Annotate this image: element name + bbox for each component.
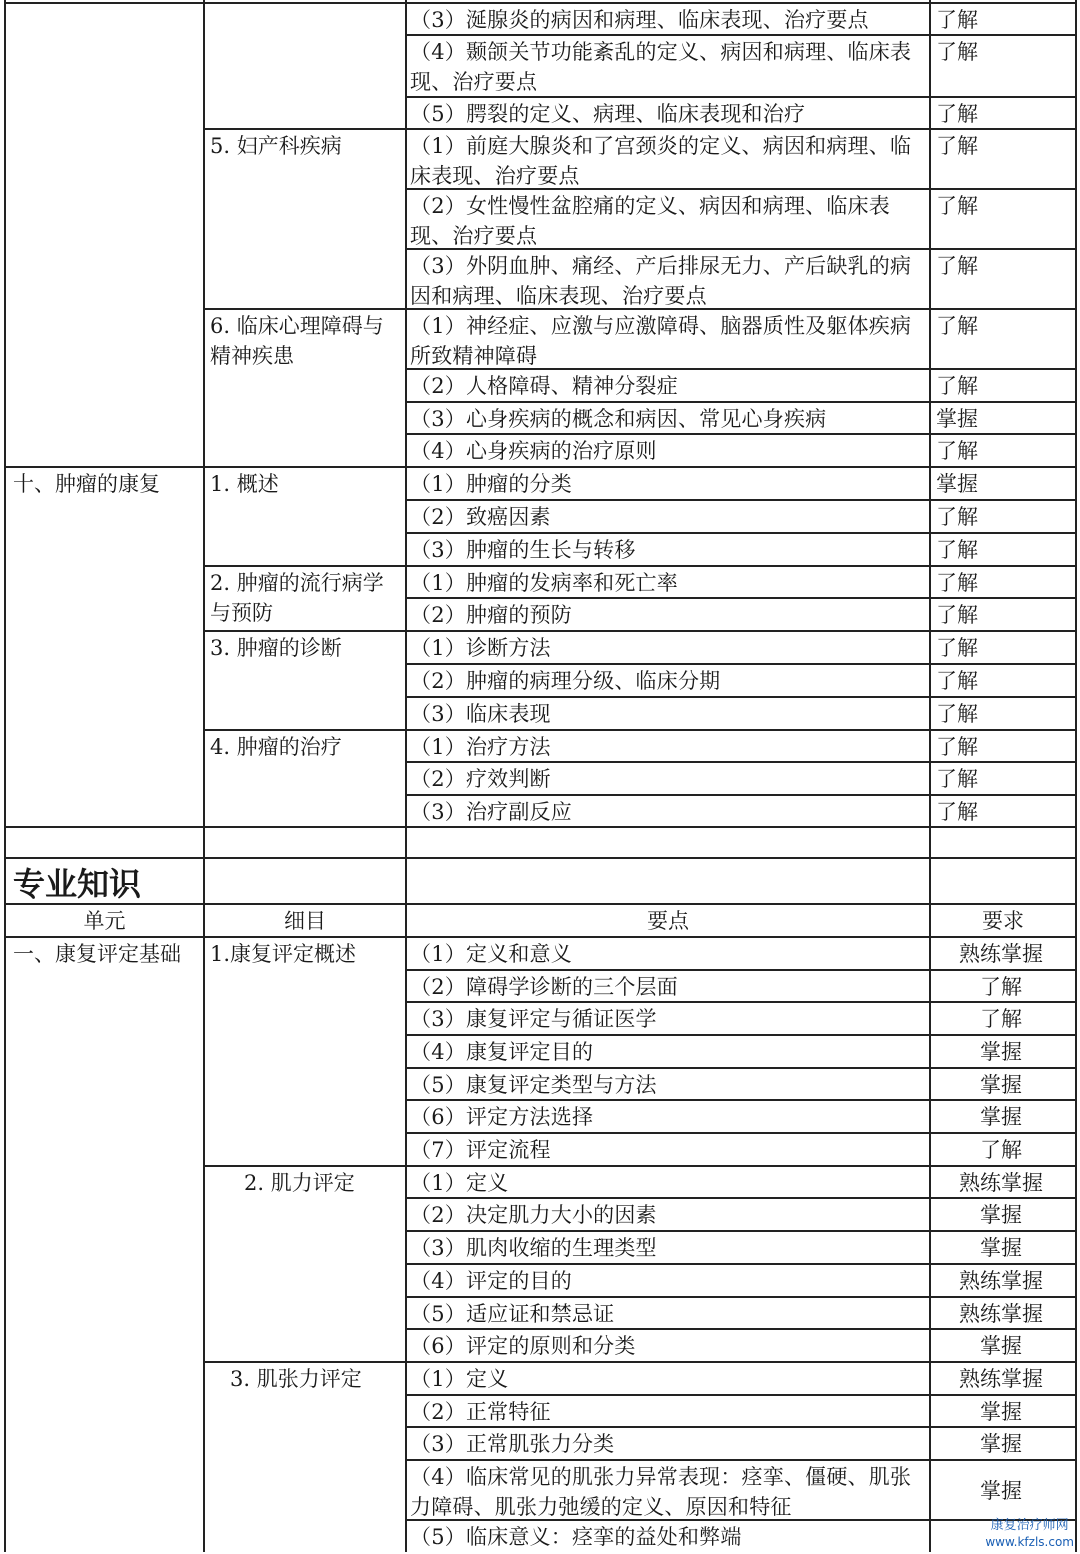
point-cell: （1）定义 [410, 1171, 509, 1195]
table-horizontal-rule [406, 433, 1076, 435]
table-horizontal-rule [5, 2, 204, 4]
point-cell: （5）康复评定类型与方法 [410, 1073, 657, 1097]
point-cell: （1）定义和意义 [410, 942, 572, 966]
requirement-cell: 熟练掌握 [959, 942, 1043, 966]
table-horizontal-rule [5, 466, 204, 468]
point-cell: （2）正常特征 [410, 1400, 551, 1424]
subitem-cell: 1. 概述 [210, 472, 279, 496]
requirement-cell: 了解 [980, 1007, 1022, 1031]
requirement-cell: 了解 [936, 800, 978, 824]
table-horizontal-rule [406, 1296, 1076, 1298]
table-horizontal-rule [406, 1459, 1076, 1461]
table-horizontal-rule [406, 466, 1076, 468]
table-horizontal-rule [406, 936, 1076, 938]
requirement-cell: 了解 [936, 134, 978, 158]
column-header-subitem: 细目 [284, 909, 326, 933]
requirement-cell: 了解 [936, 505, 978, 529]
subitem-cell: 5. 妇产科疾病 [210, 134, 342, 158]
table-horizontal-rule [406, 532, 1076, 534]
point-cell: （1）诊断方法 [410, 636, 551, 660]
table-horizontal-rule [406, 1328, 1076, 1330]
table-horizontal-rule [204, 466, 406, 468]
subitem-cell: 2. 肿瘤的流行病学与预防 [210, 571, 384, 625]
table-horizontal-rule [204, 630, 406, 632]
point-cell: （2）决定肌力大小的因素 [410, 1203, 657, 1227]
requirement-cell: 熟练掌握 [959, 1367, 1043, 1391]
requirement-cell: 了解 [936, 603, 978, 627]
requirement-cell: 掌握 [980, 1040, 1022, 1064]
point-cell: （2）肿瘤的预防 [410, 603, 572, 627]
table-horizontal-rule [406, 1197, 1076, 1199]
table-horizontal-rule [204, 729, 406, 731]
table-horizontal-rule [406, 1263, 1076, 1265]
requirement-cell: 了解 [936, 669, 978, 693]
requirement-cell: 了解 [980, 1138, 1022, 1162]
point-cell: （2）障碍学诊断的三个层面 [410, 975, 678, 999]
requirement-cell: 掌握 [936, 472, 978, 496]
table-horizontal-rule [204, 936, 406, 938]
unit-cell [5, 3, 204, 467]
requirement-cell: 了解 [936, 40, 978, 64]
point-cell: （3）治疗副反应 [410, 800, 572, 824]
point-cell: （7）评定流程 [410, 1138, 551, 1162]
requirement-cell: 掌握 [980, 1400, 1022, 1424]
table-horizontal-rule [406, 794, 1076, 796]
point-cell: （3）肌肉收缩的生理类型 [410, 1236, 657, 1260]
requirement-cell: 了解 [936, 571, 978, 595]
requirement-cell: 掌握 [980, 1479, 1022, 1503]
subitem-cell [204, 3, 406, 129]
point-cell: （1）治疗方法 [410, 735, 551, 759]
table-horizontal-rule [406, 630, 1076, 632]
point-cell: （4）心身疾病的治疗原则 [410, 439, 657, 463]
table-horizontal-rule [204, 128, 406, 130]
table-horizontal-rule [406, 248, 1076, 250]
table-horizontal-rule [5, 936, 204, 938]
table-horizontal-rule [204, 1361, 406, 1363]
table-horizontal-rule [406, 761, 1076, 763]
table-horizontal-rule [406, 401, 1076, 403]
requirement-cell: 了解 [936, 439, 978, 463]
table-horizontal-rule [406, 1519, 1076, 1521]
table-horizontal-rule [406, 1034, 1076, 1036]
subitem-cell: 1.康复评定概述 [210, 942, 357, 966]
table-horizontal-rule [406, 128, 1076, 130]
column-header-requirement: 要求 [982, 909, 1024, 933]
point-cell: （2）致癌因素 [410, 505, 551, 529]
unit-cell: 十、肿瘤的康复 [13, 472, 160, 496]
column-header-point: 要点 [647, 909, 689, 933]
table-horizontal-rule [406, 2, 1076, 4]
point-cell: （5）适应证和禁忌证 [410, 1302, 615, 1326]
table-horizontal-rule [406, 308, 1076, 310]
requirement-cell: 掌握 [980, 1203, 1022, 1227]
point-cell: （2）肿瘤的病理分级、临床分期 [410, 669, 721, 693]
requirement-cell: 了解 [936, 374, 978, 398]
point-cell: （2）疗效判断 [410, 767, 551, 791]
requirement-cell: 了解 [936, 538, 978, 562]
requirement-cell: 掌握 [980, 1334, 1022, 1358]
table-horizontal-rule [204, 308, 406, 310]
requirement-cell: 了解 [936, 314, 978, 338]
point-cell: （6）评定的原则和分类 [410, 1334, 636, 1358]
requirement-cell: 了解 [936, 8, 978, 32]
point-cell: （3）外阴血肿、痛经、产后排尿无力、产后缺乳的病因和病理、临床表现、治疗要点 [410, 254, 912, 308]
requirement-cell: 了解 [936, 735, 978, 759]
requirement-cell: 掌握 [936, 407, 978, 431]
table-horizontal-rule [406, 368, 1076, 370]
table-horizontal-rule [406, 1230, 1076, 1232]
requirement-cell: 掌握 [980, 1432, 1022, 1456]
requirement-cell: 掌握 [980, 1105, 1022, 1129]
column-header-unit: 单元 [83, 909, 126, 933]
table-horizontal-rule [406, 1361, 1076, 1363]
table-horizontal-rule [406, 1394, 1076, 1396]
watermark-url: www.kfzls.com [985, 1535, 1074, 1549]
table-horizontal-rule [5, 826, 1076, 828]
table-horizontal-rule [406, 969, 1076, 971]
point-cell: （4）康复评定目的 [410, 1040, 594, 1064]
table-horizontal-rule [204, 565, 406, 567]
table-horizontal-rule [406, 729, 1076, 731]
requirement-cell: 掌握 [980, 1236, 1022, 1260]
table-horizontal-rule [406, 1067, 1076, 1069]
table-horizontal-rule [406, 1099, 1076, 1101]
point-cell: （4）临床常见的肌张力异常表现：痉挛、僵硬、肌张力障碍、肌张力弛缓的定义、原因和特征 [410, 1465, 912, 1519]
table-horizontal-rule [406, 1001, 1076, 1003]
subitem-cell: 4. 肿瘤的治疗 [210, 735, 342, 759]
requirement-cell: 掌握 [980, 1073, 1022, 1097]
point-cell: （1）定义 [410, 1367, 509, 1391]
point-cell: （1）肿瘤的发病率和死亡率 [410, 571, 678, 595]
requirement-cell: 熟练掌握 [959, 1269, 1043, 1293]
requirement-cell: 了解 [936, 102, 978, 126]
requirement-cell: 了解 [936, 194, 978, 218]
point-cell: （1）肿瘤的分类 [410, 472, 572, 496]
subitem-cell: 3. 肌张力评定 [230, 1367, 362, 1391]
point-cell: （3）涎腺炎的病因和病理、临床表现、治疗要点 [410, 8, 869, 32]
watermark-name: 康复治疗师网 [990, 1518, 1069, 1533]
table-horizontal-rule [406, 696, 1076, 698]
point-cell: （5）临床意义：痉挛的益处和弊端 [410, 1525, 742, 1549]
table-horizontal-rule [204, 2, 406, 4]
point-cell: （2）女性慢性盆腔痛的定义、病因和病理、临床表现、治疗要点 [410, 194, 890, 248]
point-cell: （6）评定方法选择 [410, 1105, 594, 1129]
requirement-cell: 了解 [936, 767, 978, 791]
table-horizontal-rule [406, 1426, 1076, 1428]
table-horizontal-rule [406, 597, 1076, 599]
point-cell: （5）腭裂的定义、病理、临床表现和治疗 [410, 102, 806, 126]
point-cell: （1）神经症、应激与应激障碍、脑器质性及躯体疾病所致精神障碍 [410, 314, 912, 368]
table-horizontal-rule [406, 34, 1076, 36]
section-title: 专业知识 [13, 865, 142, 903]
requirement-cell: 了解 [936, 636, 978, 660]
table-horizontal-rule [406, 565, 1076, 567]
table-horizontal-rule [406, 188, 1076, 190]
table-horizontal-rule [406, 499, 1076, 501]
table-horizontal-rule [406, 1165, 1076, 1167]
point-cell: （3）临床表现 [410, 702, 551, 726]
requirement-cell: 熟练掌握 [959, 1171, 1043, 1195]
table-horizontal-rule [204, 1165, 406, 1167]
point-cell: （1）前庭大腺炎和了宫颈炎的定义、病因和病理、临床表现、治疗要点 [410, 134, 912, 188]
requirement-cell: 熟练掌握 [959, 1302, 1043, 1326]
point-cell: （4）评定的目的 [410, 1269, 572, 1293]
table-horizontal-rule [406, 663, 1076, 665]
unit-cell: 一、康复评定基础 [13, 942, 181, 966]
table-horizontal-rule [406, 96, 1076, 98]
point-cell: （3）肿瘤的生长与转移 [410, 538, 636, 562]
subitem-cell: 3. 肿瘤的诊断 [210, 636, 342, 660]
requirement-cell: 了解 [980, 975, 1022, 999]
point-cell: （2）人格障碍、精神分裂症 [410, 374, 678, 398]
table-horizontal-rule [406, 1132, 1076, 1134]
subitem-cell: 6. 临床心理障碍与精神疾患 [210, 314, 384, 368]
point-cell: （3）康复评定与循证医学 [410, 1007, 657, 1031]
site-watermark [985, 1518, 1074, 1550]
point-cell: （3）心身疾病的概念和病因、常见心身疾病 [410, 407, 827, 431]
point-cell: （3）正常肌张力分类 [410, 1432, 615, 1456]
requirement-cell: 了解 [936, 702, 978, 726]
point-cell: （4）颞颌关节功能紊乱的定义、病因和病理、临床表现、治疗要点 [410, 40, 912, 94]
requirement-cell: 了解 [936, 254, 978, 278]
subitem-cell: 2. 肌力评定 [244, 1171, 355, 1195]
